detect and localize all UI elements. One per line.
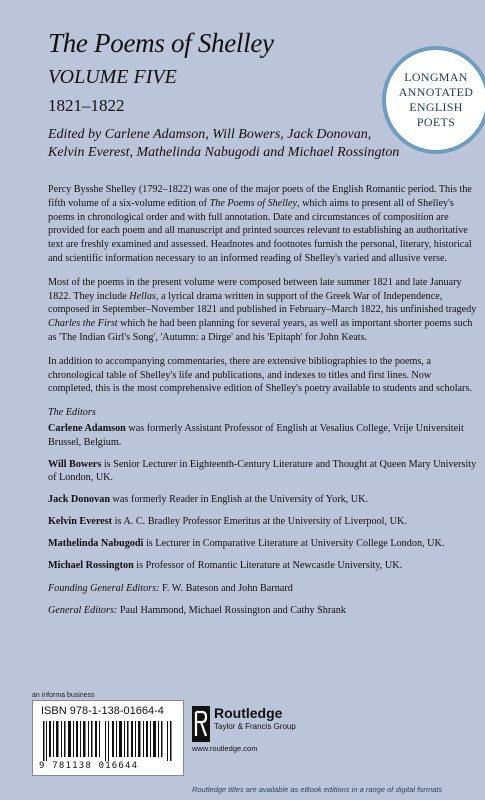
book-title: The Poems of Shelley bbox=[48, 28, 274, 58]
blurb-paragraph-3: In addition to accompanying commentaries, there are extensive bibliographies to the poems, a chronological table of Shelley's life and publications, and indexes to titles and first lines. Now completed, this is the most comprehensive edition of Shelley's poetry available to students and scholars. bbox=[48, 355, 472, 395]
editor-entry: Mathelinda Nabugodi is Lecturer in Comparative Literature at University College London, UK. bbox=[48, 537, 445, 549]
editors-credit bbox=[48, 126, 428, 162]
editor-entry: Jack Donovan was formerly Reader in English at the University of York, UK. bbox=[48, 494, 369, 506]
editor-entry: Will Bowers is Senior Lecturer in Eighteenth-Century Literature and Thought at Queen Mary University of London, UK. bbox=[48, 458, 477, 484]
publisher-group: Taylor & Francis Group bbox=[214, 722, 296, 731]
volume-label: VOLUME FIVE bbox=[48, 66, 177, 88]
barcode-box bbox=[32, 700, 184, 776]
badge-line-3: ENGLISH bbox=[409, 100, 463, 114]
blurb-paragraph-2: Most of the poems in the present volume were composed between late summer 1821 and late January 1822. They include Hellas, a lyrical drama written in support of the Greek War of Independence, composed in September–November 1821 and published in February–March 1822, his unfinished tragedy Charles the First which he had been planning for several years, as well as important shorter poems such as 'The Indian Girl's Song', 'Autumn: a Dirge' and his 'Epitaph' for John Keats. bbox=[48, 276, 477, 343]
informa-tagline: an informa business bbox=[32, 692, 95, 699]
blurb bbox=[48, 183, 478, 618]
publisher-name: Routledge bbox=[214, 705, 283, 721]
badge-line-1: LONGMAN bbox=[404, 70, 468, 84]
ebook-note: Routledge titles are available as eBook editions in a range of digital formats bbox=[192, 785, 443, 794]
publisher-url: www.routledge.com bbox=[192, 744, 258, 753]
series-badge bbox=[382, 46, 485, 154]
founding-editors: Founding General Editors: F. W. Bateson and John Barnard bbox=[48, 583, 293, 595]
editor-entry: Carlene Adamson was formerly Assistant Professor of English at Vesalius College, Vrije Universiteit Brussel, Belgium. bbox=[48, 422, 464, 448]
blurb-paragraph-1: Percy Bysshe Shelley (1792–1822) was one of the major poets of the English Romantic period. This the fifth volume of a six-volume edition of The Poems of Shelley, which aims to present all of Shelley's poems in chronological order and with full annotation. Date and circumstances of composition are provided for each poem and all manuscript and printed sources relevant to establishing an authoritative text are freshly examined and assessed. Headnotes and footnotes furnish the personal, literary, historical and scientific information necessary to an informed reading of Shelley's varied and allusive verse. bbox=[48, 184, 472, 264]
badge-line-2: ANNOTATED bbox=[398, 85, 474, 99]
editor-entry: Michael Rossington is Professor of Romantic Literature at Newcastle University, UK. bbox=[48, 559, 403, 571]
editors-line-1: Edited by Carlene Adamson, Will Bowers, Jack Donovan, bbox=[48, 127, 372, 142]
barcode-digits: 9 781138 016644 bbox=[39, 761, 139, 771]
editors-line-2: Kelvin Everest, Mathelinda Nabugodi and Michael Rossington bbox=[48, 145, 400, 160]
general-editors: General Editors: Paul Hammond, Michael Rossington and Cathy Shrank bbox=[48, 605, 346, 617]
editor-entry: Kelvin Everest is A. C. Bradley Professor Emeritus at the University of Liverpool, UK. bbox=[48, 515, 407, 527]
barcode-bars bbox=[43, 721, 175, 761]
badge-line-4: POETS bbox=[416, 115, 456, 129]
editors-heading: The Editors bbox=[48, 407, 96, 419]
isbn-label: ISBN 978-1-138-01664-4 bbox=[41, 705, 164, 717]
routledge-logo-icon bbox=[192, 706, 210, 742]
volume-years: 1821–1822 bbox=[48, 96, 125, 115]
